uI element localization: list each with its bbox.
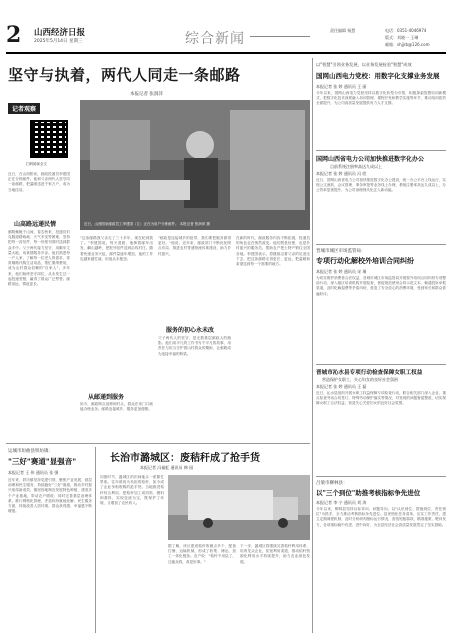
article3-text-col3: 下一步，潞城区将继续完善秸秆利用体系，培育龙头企业，拓宽利用渠道，推动秸秆资源化利用水平持续提升，助力农业绿色发展。: [240, 544, 310, 564]
right-text-4: 近日，沁水县组织开展女职工权益保障专项检查行动，联合相关部门深入企业，重点检查劳动合同签订、特殊劳动保护落实等情况，对发现的问题督促整改，切实保障女职工合法权益，营造关心关爱妇女的良好社会氛围。: [316, 391, 446, 406]
section-label: 记者观察: [8, 103, 40, 114]
proof-info: 版式：刘晓一 王琳: [385, 35, 419, 40]
phone-info: 电话：0351-4046974: [385, 28, 427, 33]
right-text-3: 为切实维护消费者合法权益，晋城市城区市场监管局开展校外培训合同纠纷专项整治行动，深入辖区培训机构开展检查，督促规范使用合同示范文本，畅通投诉举报渠道，及时化解退费等矛盾纠纷，营造了安全放心的消费环境，受到家长和群众普遍好评。: [316, 276, 446, 296]
right-kicker-3: 晋城市城区市场监管局：: [316, 249, 366, 254]
right-byline-1: 本报记者 张 婷 通讯员 王 丽: [316, 84, 367, 89]
right-kicker-2: 目前系统注册率高达九成以上: [330, 164, 382, 169]
right-headline-5: 以"三个到位"助推考核指标争先进位: [316, 489, 421, 497]
lead-text-col2: "这条邮路我父亲走了三十多年，现在轮到我了。"李建国说。每天清晨，他骑着邮车出发，翻山越岭，把报刊信件送到沿线村庄。随着快递业务兴起，邮件量逐年增加，他的工作也越来越忙碌，但他从未抱怨。: [80, 236, 153, 261]
right-divider-3: [316, 364, 446, 365]
lead-text-col2b: 如今，邮政网点延伸到村头，群众在家门口就能办理业务。邮路连接城乡，服务更加便捷。: [80, 402, 153, 412]
article2-byline: 本报记者 王 伟 通讯员 张 强: [8, 470, 59, 475]
article2-kicker: 运城市垣曲县铁坊镇：: [8, 449, 53, 454]
lead-photo: [80, 100, 310, 230]
article3-headline: 长治市潞城区：废秸秆成了抢手货: [110, 453, 260, 464]
article3-text-col1: 初夏时节，潞城区的田间地头一派繁忙景象。往年被视为负担的秸秆，如今成了企业争相收购的抢手货。当地推进秸秆综合利用，把秸秆加工成饲料、燃料和基料，实现变废为宝，既保护了环境，又增加了农民收入。: [100, 475, 164, 506]
photo-illustration: [80, 100, 310, 230]
right-byline-5: 本报记者 李 宁 通讯员 刘 涛: [316, 500, 367, 505]
right-text-1: 今年以来，国网山西电力党校坚持以数字化转型为引领，积极探索智慧培训新模式，把数字化技术深度融入培训管理、课程开发和教学实施等环节，推动培训质效全面提升，为公司高质量发展提供有力人才支撑。: [316, 91, 446, 106]
qr-caption: 扫码阅读全文: [26, 162, 47, 166]
article3-byline: 本报记者 冯福虹 通讯员 韩 园: [140, 465, 194, 470]
lead-text-col4: 在新的时代，邮政服务内容不断拓展，投递员的角色也在悄然改变。他们既是信使，也是乡村振兴的服务员，帮助农户把土特产销往全国各地。李建国表示，将继续沿着父亲的足迹走下去，把这条邮路走得更长、更远，把温暖和希望送到每一个需要的地方。: [236, 236, 310, 267]
lead-photo-caption: 近日，山西阳泉邮政员工李建国（左）正在为用户分拣邮件。 本报记者 张润萍 摄: [84, 222, 210, 226]
column-divider-2: [95, 447, 96, 633]
right-kicker-4: 营造保护女职工，关心妇女的良好社会氛围: [322, 377, 398, 382]
right-byline-4: 本报记者 张 婷 通讯员 王 磊: [316, 384, 367, 389]
right-divider-2: [316, 244, 446, 245]
right-kicker-1: 以"智慧"引领业务发展，以业务发展检验"智慧"成效: [316, 62, 412, 67]
right-headline-1: 国网山西电力党校：用数字化支撑业务发展: [316, 72, 440, 80]
email-info: 邮箱：shjjrb@126.com: [385, 42, 430, 47]
lead-subhead-3: 服务的初心永未改: [166, 327, 215, 334]
article2-headline: "三好"赛道"显强音": [8, 457, 77, 466]
article3-photo: [168, 475, 310, 540]
article3-text-col2: 据了解，该区建成秸秆收储点多个，配备打捆、运输机械，形成了收集、储运、加工一体化链条。农户说："秸秆不用烧了，还能卖钱，真是好事。": [168, 544, 236, 564]
lead-text-col1b: 邮路蜿蜒于山间，春去秋来，投递员们克服道路崎岖、天气多变等困难，坚持把每一封信件、每一份报刊准时送到群众手中。父子两代接力坚守，用脚步丈量大地，用真情服务乡亲。他们熟悉每一户人家，了解每一位老人的需求，常常顺路代购生活用品、帮忙缴纳费用，成为山村群众信赖的"自家人"。多年来，他们始终坚守岗位，从未发生过一起投递差错，赢得了群众广泛赞誉。邮路虽远，情谊更长。: [8, 230, 70, 287]
date-line: 2025年5月14日 星期三: [34, 39, 83, 44]
masthead-rule: [6, 52, 446, 54]
right-headline-3: 专项行动化解校外培训合同纠纷: [316, 256, 414, 265]
lead-text-col3a: "邮政是连接城乡的纽带，我们要把服务做得更好。"他说。近年来，邮政部门不断优化网点布局，推进农村寄递物流体系建设，助力乡村振兴。: [158, 236, 231, 256]
article2-text: 近年来，铁坊镇坚持党建引领，聚焦产业发展、基层治理和民生服务，持续跑好"三好"赛道，推动乡村振兴取得新成效。镇里因地制宜发展特色种植，建成多个产业基地，带动农户增收；同时完善基层治理体系，推行网格化管理，矛盾纠纷就地化解；民生服务方面，持续改善人居环境，群众获得感、幸福感不断增强。: [8, 478, 92, 514]
editor-info: 责任编辑 杨慧: [330, 28, 356, 33]
lead-headline: 坚守与执着，两代人同走一条邮路: [8, 66, 241, 84]
paper-name: 山西经济日报: [34, 28, 86, 38]
right-kicker-5: 吕梁市柳林县：: [316, 481, 348, 486]
page-number: 2: [6, 22, 22, 48]
right-byline-2: 本报记者 张 婷 通讯员 冯 欣: [316, 171, 367, 176]
qr-code[interactable]: [30, 120, 68, 158]
lead-text-col1a: 近日，在山西阳泉，邮政投递员李建国正在分拣邮件。他和父亲两代人坚守同一条邮路，把温暖送进千家万户，成为当地佳话。: [8, 172, 70, 192]
section-title: 综合新闻: [185, 31, 245, 47]
right-text-2: 近日，国网山西省电力公司加快推进数字化办公建设，统一办公平台上线运行，实现公文流转、会议管理、事务审批等业务线上办理，系统注册率高达九成以上，办公效率显著提升，为公司治理现代化注入新动能。: [316, 178, 446, 193]
right-divider-4: [316, 476, 446, 477]
lead-text-col3b: 父子两代人的坚守，是无数基层邮政人的缩影。他们用平凡的工作书写不平凡的故事，用责任与担当守护着山村群众的期盼，让邮路成为连接幸福的桥梁。: [158, 336, 231, 356]
column-divider: [312, 58, 313, 633]
lead-byline: 本报记者 张润萍: [130, 92, 163, 97]
right-divider-1: [316, 150, 446, 151]
right-headline-2: 国网山西省电力公司加快推进数字化办公: [316, 156, 425, 163]
right-text-5: 今年以来，柳林县坚持目标导向、问题导向，以"认识到位、措施到位、责任到位"为抓手，全力推动考核指标争先进位。县里细化任务清单，压实工作责任，建立定期调度机制，及时分析研判指标运行情况，查找短板弱项，精准施策、靶向发力，各项指标稳中有进、进中向好，为全县经济社会高质量发展奠定了坚实基础。: [316, 507, 446, 527]
lead-subhead-2: 从邮递到服务: [88, 394, 125, 401]
section-underline: [250, 36, 310, 37]
lead-subhead-1: 山高路远递民情: [14, 221, 57, 228]
right-byline-3: 本报记者 张 婷 通讯员 宋 瑞: [316, 269, 367, 274]
truck-photo: [168, 475, 310, 540]
section-divider: [6, 443, 310, 444]
right-headline-4: 晋城市沁水县专项行动检查保障女职工权益: [316, 370, 423, 376]
